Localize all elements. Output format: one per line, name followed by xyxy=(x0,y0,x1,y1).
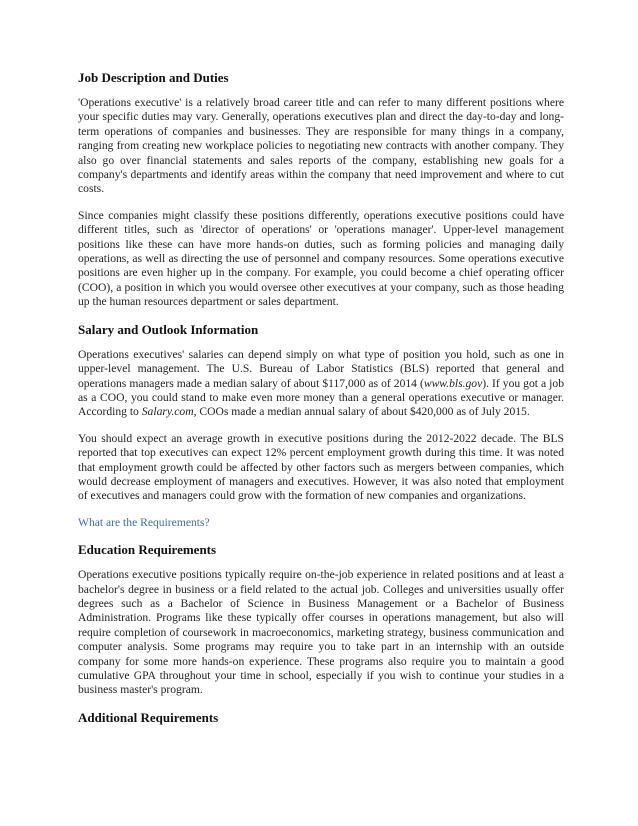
requirements-link[interactable]: What are the Requirements? xyxy=(78,515,210,529)
salary-paragraph-1 xyxy=(78,348,564,420)
bls-link[interactable]: www.bls.gov xyxy=(423,376,483,390)
salary-com-link[interactable]: Salary.com xyxy=(141,405,194,419)
additional-requirements-heading: Additional Requirements xyxy=(78,709,219,725)
salary-text-c: , COOs made a median annual salary of about $420,000 as of July 2015. xyxy=(193,405,530,419)
job-description-heading: Job Description and Duties xyxy=(78,70,229,85)
salary-outlook-heading: Salary and Outlook Information xyxy=(78,321,259,337)
salary-paragraph-2: You should expect an average growth in executive positions during the 2012-2022 decade. The BLS reported that top executives can expect 12% percent employment growth during this time. It was noted that employment growth could be affected by other factors such as mergers between companies, which would decrease employment of managers and executives. However, it was also noted that employment of executives and managers could grow with the formation of new companies and organizations. xyxy=(78,431,564,503)
job-paragraph-2: Since companies might classify these positions differently, operations executive positions could have different titles, such as 'director of operations' or 'operations manager'. Upper-level management positions like these can have more hands-on duties, such as forming policies and managing daily operations, as well as directing the use of personnel and company resources. Some operations executive positions are even higher up in the company. For example, you could become a chief operating officer (COO), a position in which you would oversee other executives at your company, such as those heading up the human resources department or sales department. xyxy=(78,208,564,309)
salary-text-b: ). If you got a job as a COO, you could stand to make even more money than a general operations executive or manager. According to xyxy=(78,376,564,419)
document-page xyxy=(78,70,564,736)
job-paragraph-1: 'Operations executive' is a relatively broad career title and can refer to many different positions where your specific duties may vary. Generally, operations executives plan and direct the day-to-day and long-term operations of companies and businesses. They are responsible for many things in a company, ranging from creating new workplace policies to negotiating new contracts with another company. They also go over financial statements and sales reports of the company, establishing new goals for a company's departments and identify areas within the company that need improvement and where to cut costs. xyxy=(78,96,564,196)
education-requirements-heading: Education Requirements xyxy=(78,542,217,558)
salary-text-a: Operations executives' salaries can depend simply on what type of position you hold, such as one in upper-level management. The U.S. Bureau of Labor Statistics (BLS) reported that general and operations managers made a median salary of about $117,000 as of 2014 ( xyxy=(78,347,564,390)
education-paragraph-1: Operations executive positions typically require on-the-job experience in related positions and at least a bachelor's degree in business or a field related to the actual job. Colleges and universities usually offer degrees such as a Bachelor of Science in Business Management or a Bachelor of Business Administration. Programs like these typically offer courses in operations management, but also will require completion of coursework in macroeconomics, marketing strategy, business communication and computer analysis. Some programs may require you to take part in an internship with an outside company for some more hands-on experience. These programs also require you to maintain a good cumulative GPA throughout your time in school, especially if you wish to continue your studies in a business master's program. xyxy=(78,568,564,697)
